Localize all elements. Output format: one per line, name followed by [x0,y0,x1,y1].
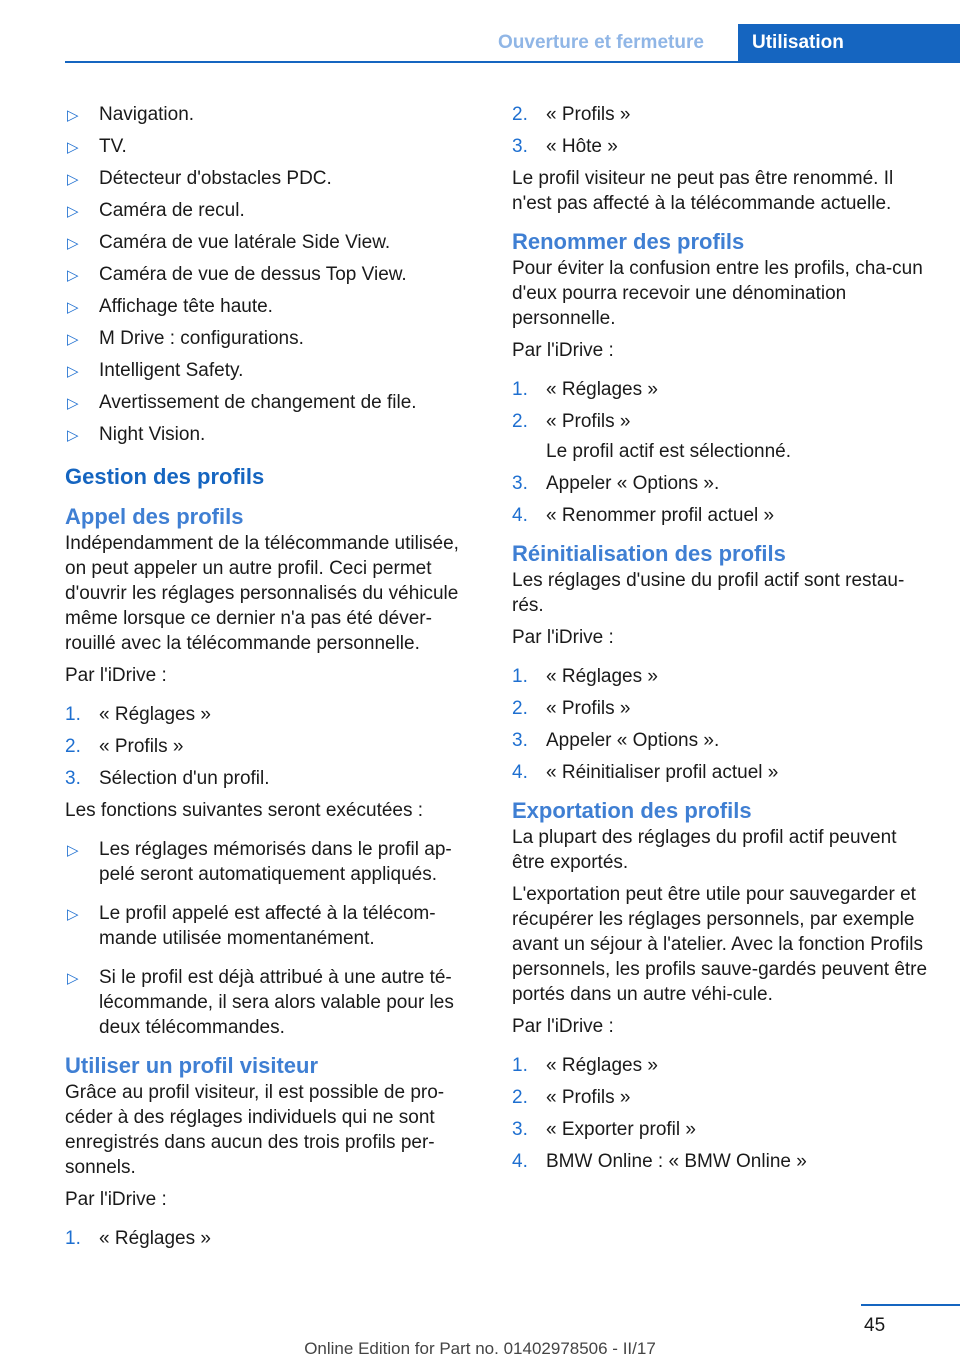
paragraph: Grâce au profil visiteur, il est possible de pro‐céder à des réglages individuels qui ne sont enregistrés dans aucun des trois profils per‐sonnels. [65,1082,445,1178]
paragraph: Par l'iDrive : [65,1189,167,1210]
step-number: 1. [65,704,81,725]
step-number: 3. [512,136,528,157]
header-section: Ouverture et fermeture [498,32,704,53]
paragraph: Par l'iDrive : [512,627,614,648]
header-rule [65,61,960,63]
paragraph: Indépendamment de la télécommande utilisée, on peut appeler un autre profil. Ceci permet d'ouvrir les réglages personnalisés du véhicule même lorsque ce dernier n'a pas été déver‐rouillé avec la télécommande personnelle. [65,533,459,654]
page-number: 45 [864,1315,886,1336]
triangle-bullet-icon: ▷ [67,107,79,124]
triangle-bullet-icon: ▷ [67,842,79,859]
left-column [65,102,480,1258]
step-item: 2. « Profils » [512,104,631,125]
heading-export: Exportation des profils [512,798,752,823]
step-number: 1. [512,1055,528,1076]
feature-list [65,102,480,447]
step-item: 4. « Renommer profil actuel » [512,505,775,526]
step-result: Le profil actif est sélectionné. [546,441,792,462]
step-item: 3. Appeler « Options ». [512,473,720,494]
step-number: 4. [512,505,528,526]
list-item: ▷ Caméra de vue de dessus Top View. [65,262,480,287]
heading-gestion: Gestion des profils [65,464,265,489]
triangle-bullet-icon: ▷ [67,139,79,156]
step-item: 2. « Profils » [512,1087,631,1108]
triangle-bullet-icon: ▷ [67,267,79,284]
heading-visiteur: Utiliser un profil visiteur [65,1053,319,1078]
step-item: 4. BMW Online : « BMW Online » [512,1151,807,1172]
paragraph: Le profil visiteur ne peut pas être renommé. Il n'est pas affecté à la télécommande actuelle. [512,168,894,214]
header-chapter-tab [738,24,960,61]
heading-reinit: Réinitialisation des profils [512,541,786,566]
triangle-bullet-icon: ▷ [67,395,79,412]
triangle-bullet-icon: ▷ [67,363,79,380]
list-item: ▷ Les réglages mémorisés dans le profil ap‐pelé seront automatiquement appliqués. [67,839,452,885]
list-item: ▷ Avertissement de changement de file. [65,390,480,415]
list-item: ▷ Caméra de vue latérale Side View. [65,230,480,255]
step-item: 4. « Réinitialiser profil actuel » [512,762,779,783]
triangle-bullet-icon: ▷ [67,970,79,987]
list-item: ▷ Affichage tête haute. [65,294,480,319]
footer-rule [861,1304,960,1306]
list-item: ▷ Le profil appelé est affecté à la télécom‐mande utilisée momentanément. [67,903,436,949]
paragraph: Pour éviter la confusion entre les profils, cha‐cun d'eux pourra recevoir une dénomination personnelle. [512,258,923,329]
paragraph: L'exportation peut être utile pour sauvegarder et récupérer les réglages personnels, par exemple avant un séjour à l'atelier. Avec la fonction Profils personnels, les profils sauve‐gardés peuvent être portés dans un autre véhi‐cule. [512,884,928,1005]
step-item: 1. « Réglages » [65,704,211,725]
list-item: ▷ M Drive : configurations. [65,326,480,351]
step-item: 1. « Réglages » [512,379,658,400]
list-item: ▷ Détecteur d'obstacles PDC. [65,166,480,191]
step-item: 1. « Réglages » [65,1228,211,1249]
step-number: 1. [512,666,528,687]
step-number: 2. [65,736,81,757]
triangle-bullet-icon: ▷ [67,299,79,316]
triangle-bullet-icon: ▷ [67,427,79,444]
triangle-bullet-icon: ▷ [67,235,79,252]
step-item: 3. « Hôte » [512,136,618,157]
step-number: 2. [512,411,528,432]
step-item: 2. « Profils » [512,411,631,432]
right-column [512,102,932,1181]
step-item: 3. « Exporter profil » [512,1119,696,1140]
heading-appel: Appel des profils [65,504,244,529]
list-item: ▷ Night Vision. [65,422,480,447]
step-number: 2. [512,698,528,719]
list-item: ▷ Intelligent Safety. [65,358,480,383]
paragraph: Les fonctions suivantes seront exécutées : [65,800,424,821]
header-chapter: Utilisation [752,32,844,53]
list-item: ▷ Navigation. [65,102,480,127]
step-number: 1. [65,1228,81,1249]
triangle-bullet-icon: ▷ [67,203,79,220]
footer-text: Online Edition for Part no. 01402978506 - II/17 [304,1339,656,1358]
step-item: 1. « Réglages » [512,666,658,687]
paragraph: Les réglages d'usine du profil actif sont restau‐rés. [512,570,905,616]
step-number: 4. [512,762,528,783]
paragraph: Par l'iDrive : [512,1016,614,1037]
paragraph: Par l'iDrive : [65,665,167,686]
paragraph: Par l'iDrive : [512,340,614,361]
list-item: ▷ TV. [65,134,480,159]
step-number: 3. [512,1119,528,1140]
triangle-bullet-icon: ▷ [67,906,79,923]
step-item: 2. « Profils » [512,698,631,719]
step-item: 3. Sélection d'un profil. [65,768,270,789]
step-item: 1. « Réglages » [512,1055,658,1076]
step-number: 2. [512,104,528,125]
step-number: 3. [65,768,81,789]
step-number: 1. [512,379,528,400]
list-item: ▷ Si le profil est déjà attribué à une autre té‐lécommande, il sera alors valable pour les deux télécommandes. [67,967,454,1038]
step-number: 4. [512,1151,528,1172]
list-item: ▷ Caméra de recul. [65,198,480,223]
heading-renommer: Renommer des profils [512,229,745,254]
step-item: 3. Appeler « Options ». [512,730,720,751]
triangle-bullet-icon: ▷ [67,331,79,348]
step-number: 3. [512,730,528,751]
step-number: 3. [512,473,528,494]
step-number: 2. [512,1087,528,1108]
triangle-bullet-icon: ▷ [67,171,79,188]
step-item: 2. « Profils » [65,736,184,757]
paragraph: La plupart des réglages du profil actif peuvent être exportés. [512,827,897,873]
